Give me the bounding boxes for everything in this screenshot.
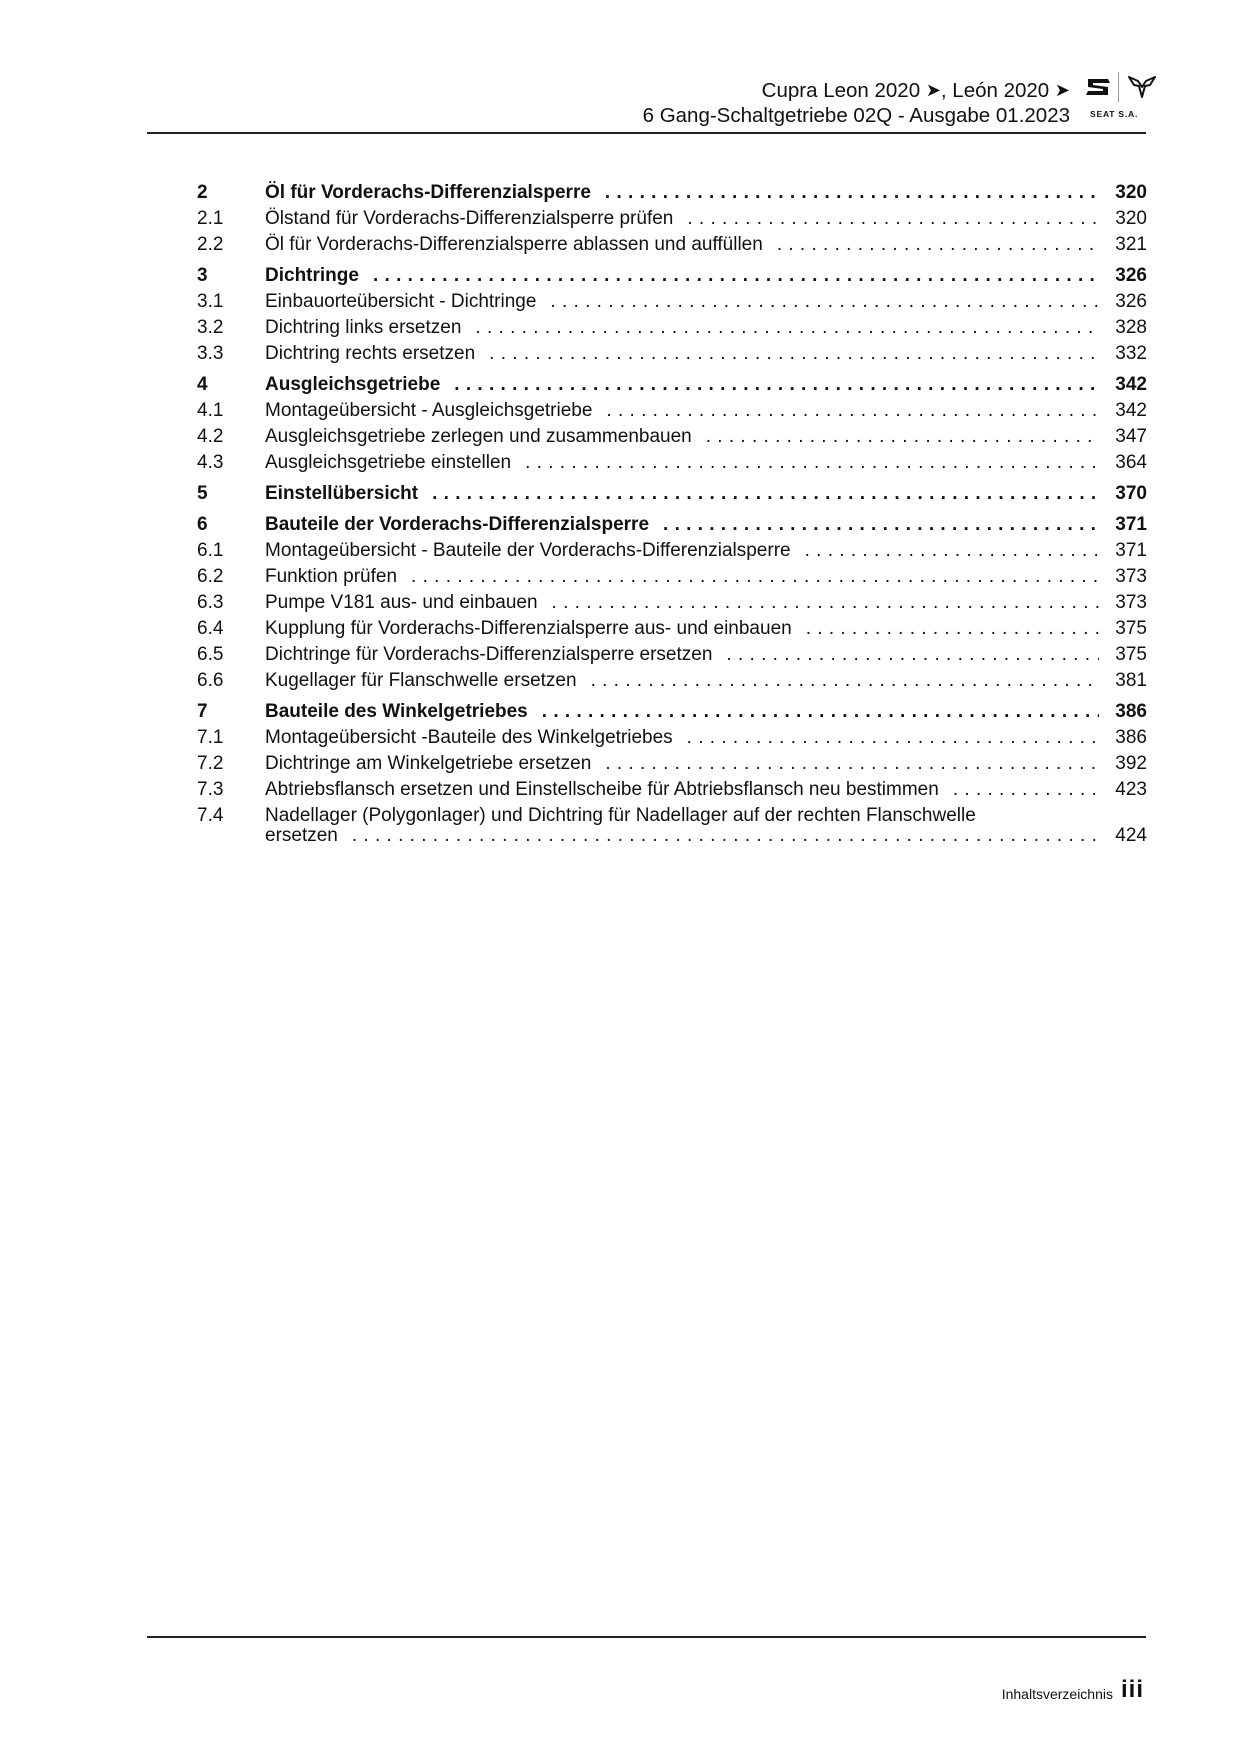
toc-entry-number: 3.3 xyxy=(197,343,224,364)
toc-entry-number: 7.1 xyxy=(197,727,224,748)
header-model-2: , León 2020 xyxy=(940,79,1050,102)
toc-entry-page: 347 xyxy=(1115,426,1147,447)
toc-entry-page: 326 xyxy=(1115,291,1147,312)
toc-entry-number: 6.1 xyxy=(197,540,224,561)
toc-section-entry[interactable] xyxy=(197,538,1147,564)
toc-entry-number: 4.1 xyxy=(197,400,224,421)
toc-section-entry[interactable] xyxy=(197,289,1147,315)
toc-chapter-entry[interactable] xyxy=(197,699,1147,725)
toc-entry-number: 7 xyxy=(197,701,208,722)
cupra-logo-icon xyxy=(1128,75,1156,99)
toc-entry-page: 375 xyxy=(1115,644,1147,665)
toc-entry-number: 4.3 xyxy=(197,452,224,473)
toc-entry-number: 3.1 xyxy=(197,291,224,312)
toc-entry-page: 423 xyxy=(1115,779,1147,800)
toc-entry-number: 3 xyxy=(197,265,208,286)
logo-caption: SEAT S.A. xyxy=(1090,109,1139,119)
toc-entry-title: ersetzen . . . xyxy=(265,823,1099,849)
toc-entry-page: 381 xyxy=(1115,670,1147,691)
seat-logo-icon xyxy=(1085,77,1111,97)
toc-entry-number: 6.2 xyxy=(197,566,224,587)
toc-section-entry[interactable] xyxy=(197,751,1147,777)
toc-entry-title-line1: Nadellager (Polygonlager) und Dichtring für Nadellager auf der rechten Flanschwelle xyxy=(265,805,976,826)
toc-section-entry[interactable] xyxy=(197,232,1147,258)
arrow-right-icon: ➤ xyxy=(1054,80,1070,100)
toc-entry-page: 386 xyxy=(1115,701,1147,722)
toc-entry-page: 320 xyxy=(1115,182,1147,203)
toc-entry-title: Dichtringe . . . xyxy=(265,263,1099,289)
toc-entry-title: Kugellager für Flanschwelle ersetzen . . . xyxy=(265,668,1099,694)
toc-entry-number: 2.1 xyxy=(197,208,224,229)
toc-section-entry[interactable] xyxy=(197,206,1147,232)
toc-entry-page: 371 xyxy=(1115,540,1147,561)
toc-entry-page: 328 xyxy=(1115,317,1147,338)
toc-section-entry[interactable] xyxy=(197,777,1147,803)
logo-divider xyxy=(1118,72,1119,102)
toc-entry-title: Kupplung für Vorderachs-Differenzialsperre aus- und einbauen . . . xyxy=(265,616,1099,642)
toc-entry-title: Ölstand für Vorderachs-Differenzialsperre prüfen . . . xyxy=(265,206,1099,232)
toc-section-entry[interactable] xyxy=(197,315,1147,341)
toc-section-entry[interactable] xyxy=(197,725,1147,751)
toc-entry-page: 320 xyxy=(1115,208,1147,229)
toc-entry-title: Dichtringe am Winkelgetriebe ersetzen . . . xyxy=(265,751,1099,777)
toc-entry-number: 3.2 xyxy=(197,317,224,338)
toc-entry-page: 371 xyxy=(1115,514,1147,535)
toc-section-entry[interactable] xyxy=(197,424,1147,450)
toc-section-entry[interactable] xyxy=(197,450,1147,476)
table-of-contents xyxy=(197,180,1147,847)
toc-entry-title: Bauteile der Vorderachs-Differenzialsperre . . . xyxy=(265,512,1099,538)
toc-entry-number: 2 xyxy=(197,182,208,203)
arrow-right-icon: ➤ xyxy=(925,80,941,100)
footer-rule xyxy=(147,1636,1146,1638)
toc-entry-page: 370 xyxy=(1115,483,1147,504)
toc-entry-page: 373 xyxy=(1115,566,1147,587)
toc-entry-number: 4 xyxy=(197,374,208,395)
toc-entry-number: 2.2 xyxy=(197,234,224,255)
toc-entry-title: Öl für Vorderachs-Differenzialsperre ablassen und auffüllen . . . xyxy=(265,232,1099,258)
toc-entry-page: 375 xyxy=(1115,618,1147,639)
toc-entry-page: 342 xyxy=(1115,374,1147,395)
toc-entry-title: Öl für Vorderachs-Differenzialsperre . . . xyxy=(265,180,1099,206)
toc-chapter-entry[interactable] xyxy=(197,481,1147,507)
toc-chapter-entry[interactable] xyxy=(197,372,1147,398)
toc-entry-title: Dichtring rechts ersetzen . . . xyxy=(265,341,1099,367)
toc-entry-title: Abtriebsflansch ersetzen und Einstellscheibe für Abtriebsflansch neu bestimmen . . . xyxy=(265,777,1099,803)
toc-entry-number: 6.5 xyxy=(197,644,224,665)
toc-entry-number: 4.2 xyxy=(197,426,224,447)
toc-entry-page: 424 xyxy=(1115,825,1147,846)
toc-section-entry[interactable] xyxy=(197,616,1147,642)
header-manual-line: 6 Gang-Schaltgetriebe 02Q - Ausgabe 01.2023 xyxy=(642,103,1070,127)
toc-entry-title: Funktion prüfen . . . xyxy=(265,564,1099,590)
toc-entry-title: Ausgleichsgetriebe zerlegen und zusammenbauen . . . xyxy=(265,424,1099,450)
toc-section-entry[interactable] xyxy=(197,564,1147,590)
toc-chapter-entry[interactable] xyxy=(197,512,1147,538)
toc-entry-page: 364 xyxy=(1115,452,1147,473)
toc-entry-page: 386 xyxy=(1115,727,1147,748)
toc-entry-number: 5 xyxy=(197,483,208,504)
toc-entry-title: Ausgleichsgetriebe einstellen . . . xyxy=(265,450,1099,476)
toc-entry-page: 321 xyxy=(1115,234,1147,255)
toc-section-entry[interactable] xyxy=(197,803,1147,847)
toc-entry-page: 332 xyxy=(1115,343,1147,364)
toc-entry-page: 373 xyxy=(1115,592,1147,613)
toc-entry-number: 7.2 xyxy=(197,753,224,774)
toc-section-entry[interactable] xyxy=(197,642,1147,668)
toc-entry-title: Montageübersicht - Bauteile der Vorderachs-Differenzialsperre . . . xyxy=(265,538,1099,564)
toc-entry-title: Montageübersicht -Bauteile des Winkelgetriebes . . . xyxy=(265,725,1099,751)
toc-entry-number: 7.3 xyxy=(197,779,224,800)
toc-section-entry[interactable] xyxy=(197,341,1147,367)
toc-section-entry[interactable] xyxy=(197,668,1147,694)
footer-section-label: Inhaltsverzeichnis xyxy=(1001,1686,1113,1702)
toc-entry-page: 342 xyxy=(1115,400,1147,421)
toc-entry-number: 6.6 xyxy=(197,670,224,691)
toc-entry-title: Einstellübersicht . . . xyxy=(265,481,1099,507)
toc-entry-title: Bauteile des Winkelgetriebes . . . xyxy=(265,699,1099,725)
toc-chapter-entry[interactable] xyxy=(197,180,1147,206)
toc-entry-title: Dichtring links ersetzen . . . xyxy=(265,315,1099,341)
toc-entry-number: 7.4 xyxy=(197,805,224,826)
toc-entry-page: 392 xyxy=(1115,753,1147,774)
toc-entry-number: 6 xyxy=(197,514,208,535)
header-rule xyxy=(147,132,1146,134)
toc-entry-title: Ausgleichsgetriebe . . . xyxy=(265,372,1099,398)
toc-section-entry[interactable] xyxy=(197,398,1147,424)
toc-entry-number: 6.3 xyxy=(197,592,224,613)
toc-entry-title: Montageübersicht - Ausgleichsgetriebe . . . xyxy=(265,398,1099,424)
toc-entry-page: 326 xyxy=(1115,265,1147,286)
toc-chapter-entry[interactable] xyxy=(197,263,1147,289)
header-vehicle-line xyxy=(643,79,1070,104)
toc-entry-title: Einbauorteübersicht - Dichtringe . . . xyxy=(265,289,1099,315)
toc-section-entry[interactable] xyxy=(197,590,1147,616)
toc-entry-number: 6.4 xyxy=(197,618,224,639)
header-model-1: Cupra Leon 2020 xyxy=(761,79,921,102)
footer-page-number: iii xyxy=(1120,1676,1144,1703)
document-header xyxy=(643,79,1070,128)
toc-entry-title: Dichtringe für Vorderachs-Differenzialsperre ersetzen . . . xyxy=(265,642,1099,668)
toc-entry-title: Pumpe V181 aus- und einbauen . . . xyxy=(265,590,1099,616)
